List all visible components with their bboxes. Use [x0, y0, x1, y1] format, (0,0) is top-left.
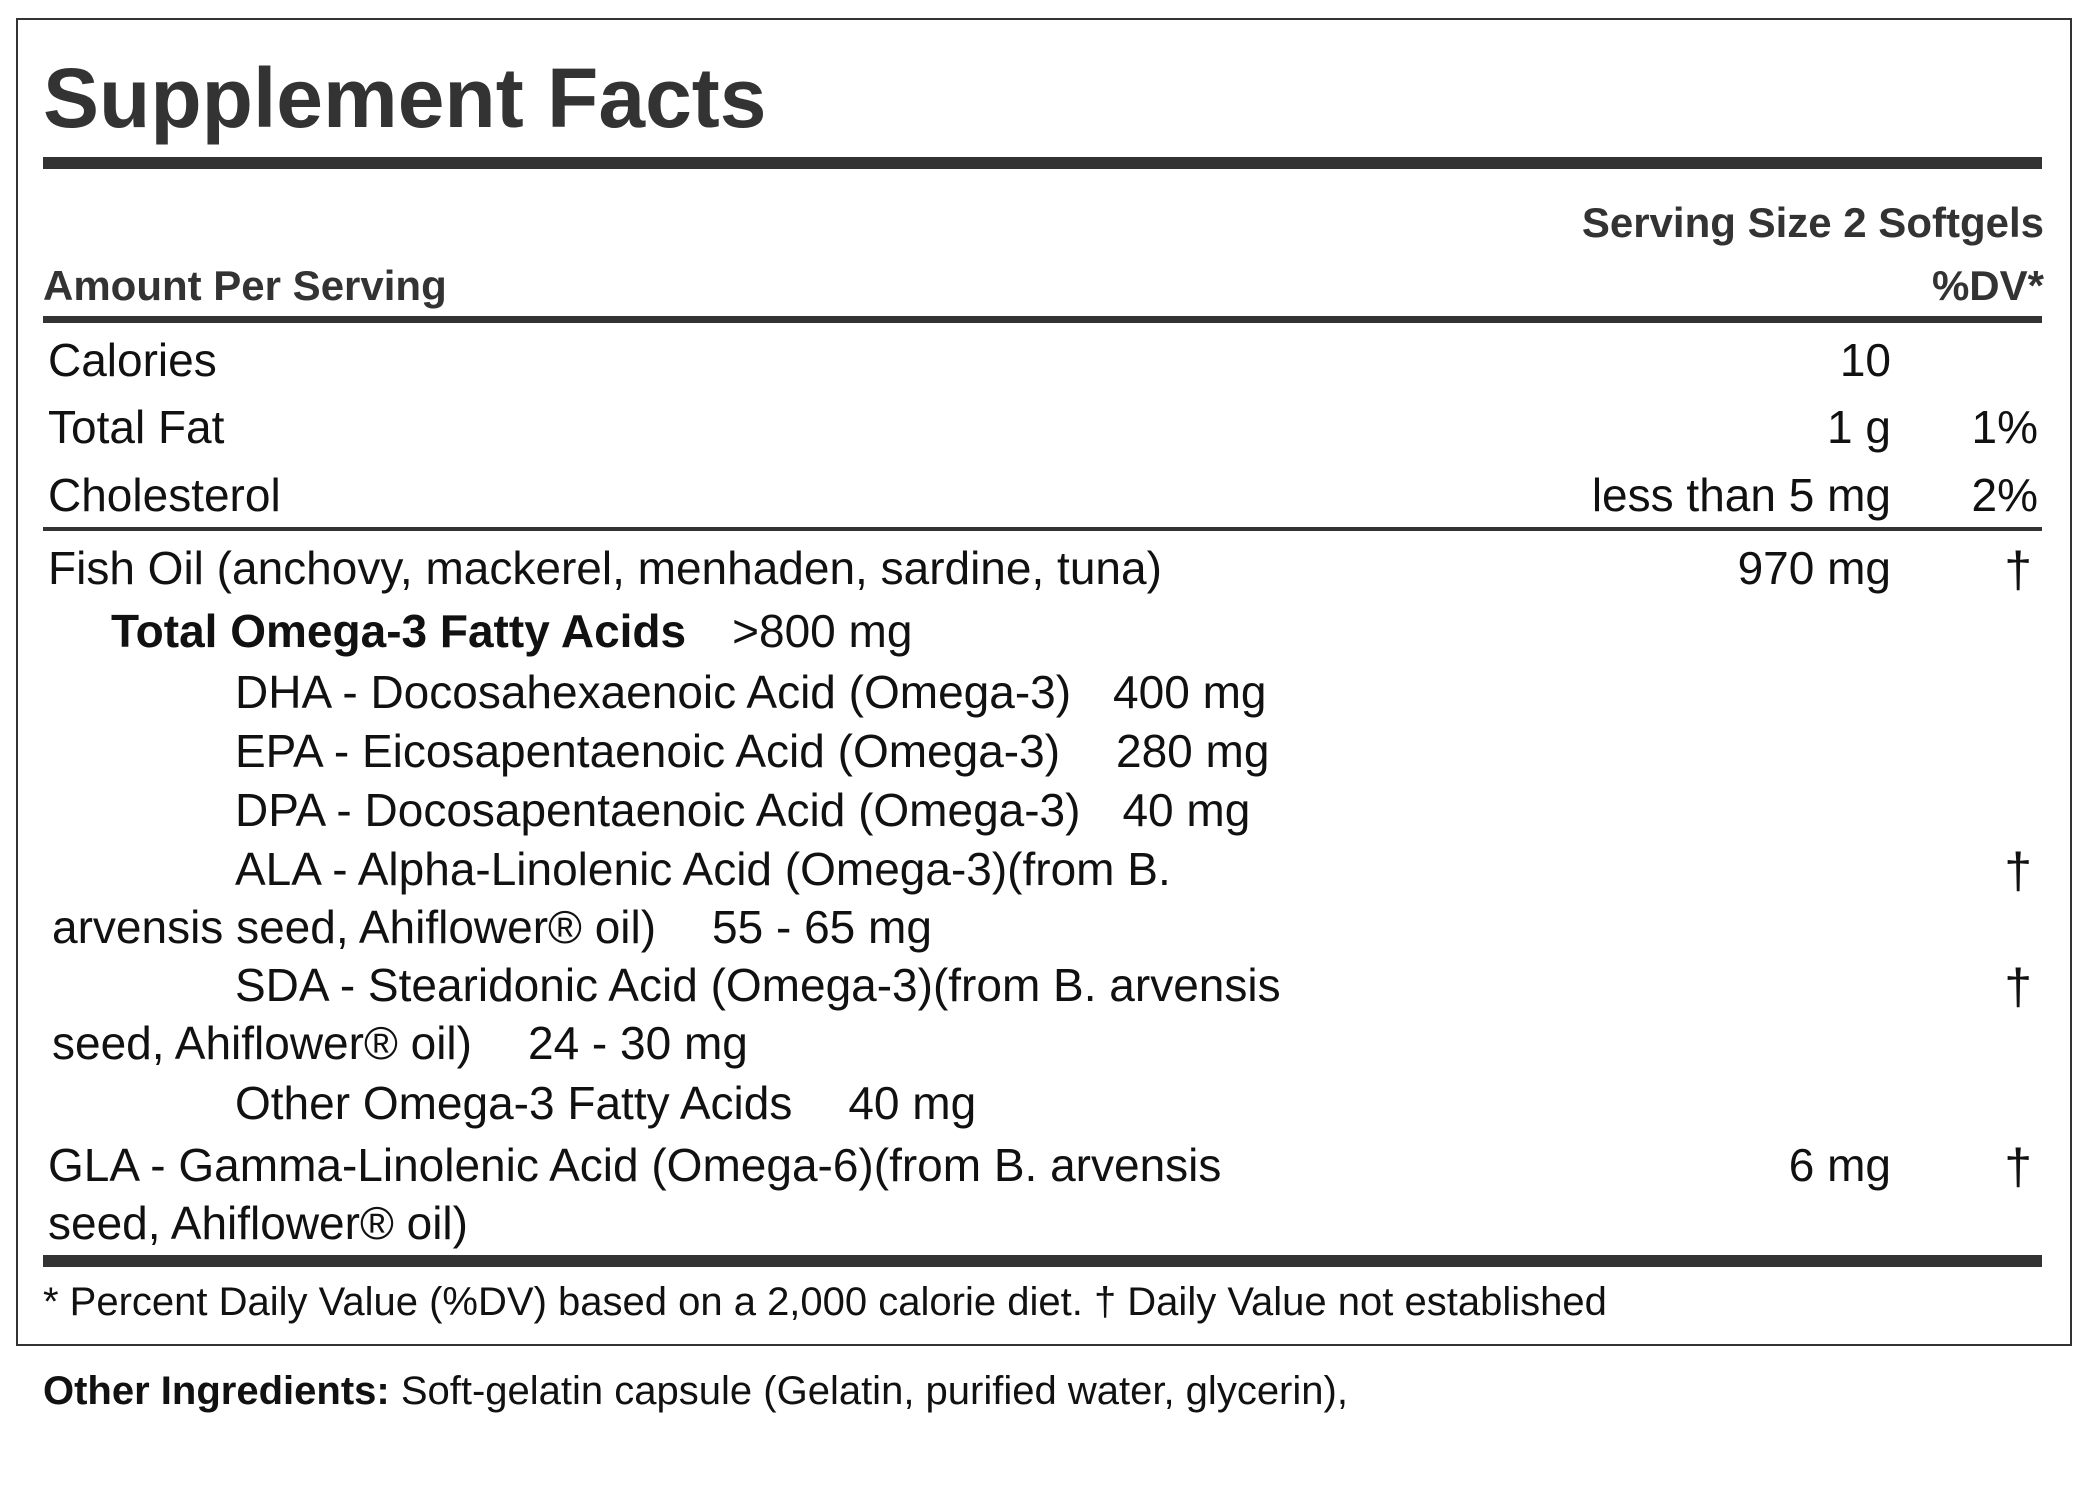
ala-line1: ALA - Alpha-Linolenic Acid (Omega-3)(from B.	[235, 843, 1171, 895]
cholesterol-label: Cholesterol	[48, 469, 281, 521]
dpa-amount: 40 mg	[1122, 784, 1251, 836]
ala-dagger: †	[2004, 843, 2032, 899]
panel-title: Supplement Facts	[43, 51, 767, 145]
fish-oil-label: Fish Oil (anchovy, mackerel, menhaden, sardine, tuna)	[48, 542, 1162, 594]
total-omega3-amount: >800 mg	[732, 605, 913, 657]
dv-footnote: * Percent Daily Value (%DV) based on a 2,000 calorie diet. † Daily Value not established	[43, 1280, 1607, 1324]
dha-row	[235, 666, 1267, 718]
sda-amount: 24 - 30 mg	[527, 1017, 748, 1069]
sda-line1: SDA - Stearidonic Acid (Omega-3)(from B. arvensis	[235, 959, 1281, 1011]
ala-line2: arvensis seed, Ahiflower® oil)	[52, 901, 657, 953]
dpa-label: DPA - Docosapentaenoic Acid (Omega-3)	[235, 784, 1081, 836]
calories-amount: 10	[1839, 334, 1891, 386]
gla-line1: GLA - Gamma-Linolenic Acid (Omega-6)(from B. arvensis	[48, 1139, 1222, 1191]
total-omega3-label: Total Omega-3 Fatty Acids	[111, 605, 687, 657]
total-fat-dv: 1%	[1971, 401, 2038, 453]
ala-amount: 55 - 65 mg	[712, 901, 932, 953]
total-fat-label: Total Fat	[48, 401, 225, 453]
dv-header: %DV*	[1931, 262, 2044, 309]
sda-line2: seed, Ahiflower® oil)	[52, 1017, 472, 1069]
amount-per-serving-header: Amount Per Serving	[43, 262, 447, 309]
sda-dagger: †	[2004, 959, 2032, 1015]
gla-amount: 6 mg	[1788, 1139, 1891, 1191]
sda-line2-row	[52, 1017, 748, 1069]
other-ingredients	[43, 1371, 1348, 1411]
cholesterol-amount: less than 5 mg	[1591, 469, 1891, 521]
other-ingredients-text: Soft-gelatin capsule (Gelatin, purified water, glycerin),	[389, 1369, 1348, 1413]
gla-dagger: †	[2004, 1139, 2032, 1195]
title-rule	[43, 157, 2042, 169]
ala-line2-row	[52, 901, 932, 953]
fish-oil-dagger: †	[2004, 542, 2032, 598]
header-rule	[43, 316, 2042, 323]
fish-oil-amount: 970 mg	[1737, 542, 1891, 594]
total-fat-amount: 1 g	[1827, 401, 1891, 453]
cholesterol-dv: 2%	[1971, 469, 2038, 521]
calories-label: Calories	[48, 334, 217, 386]
dpa-row	[235, 784, 1251, 836]
dha-label: DHA - Docosahexaenoic Acid (Omega-3)	[235, 666, 1072, 718]
other-omega3-amount: 40 mg	[848, 1077, 977, 1129]
epa-amount: 280 mg	[1116, 725, 1270, 777]
footer-rule	[43, 1255, 2042, 1267]
total-omega3-row	[111, 605, 913, 657]
epa-row	[235, 725, 1270, 777]
nutrient-rule	[43, 527, 2042, 531]
other-omega3-label: Other Omega-3 Fatty Acids	[235, 1077, 793, 1129]
other-omega3-row	[235, 1077, 977, 1129]
dha-amount: 400 mg	[1113, 666, 1267, 718]
other-ingredients-label: Other Ingredients:	[43, 1369, 390, 1413]
gla-line2: seed, Ahiflower® oil)	[48, 1197, 468, 1249]
epa-label: EPA - Eicosapentaenoic Acid (Omega-3)	[235, 725, 1061, 777]
serving-size: Serving Size 2 Softgels	[1581, 199, 2044, 246]
